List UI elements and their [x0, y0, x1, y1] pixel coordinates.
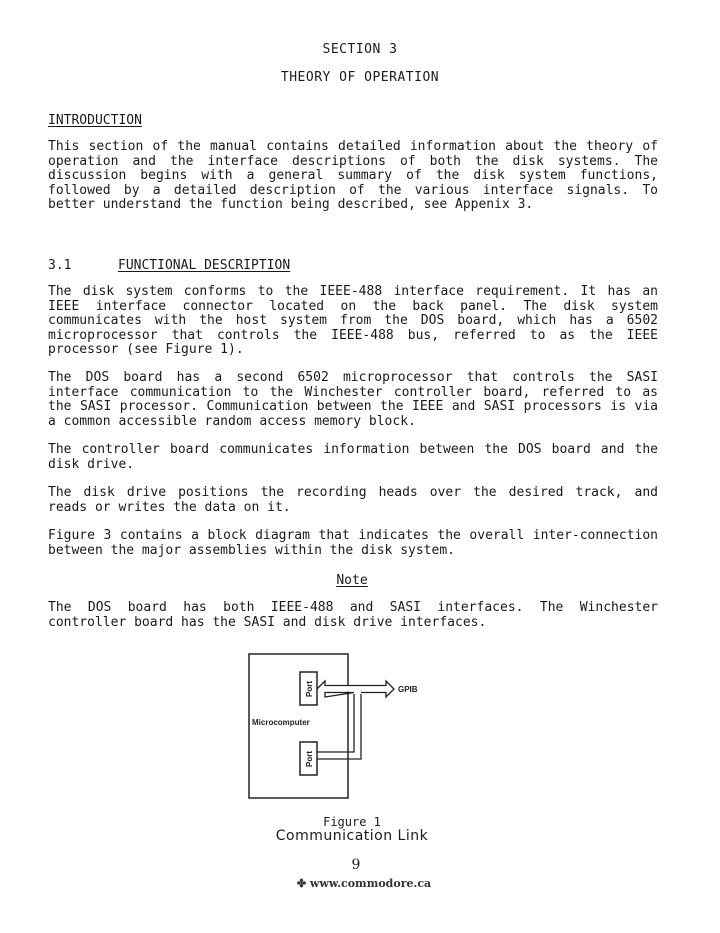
footer-url: www.commodore.ca — [309, 877, 432, 890]
functional-description-heading: FUNCTIONAL DESCRIPTION — [118, 258, 291, 273]
figure-caption: Communication Link — [275, 828, 429, 844]
watermark-footer — [4, 877, 720, 890]
maple-leaf-icon: ✤ — [296, 877, 307, 890]
microcomputer-label: Microcomputer — [252, 718, 310, 727]
section-number: SECTION 3 — [322, 42, 398, 57]
figure-number: Figure 1 — [323, 815, 381, 829]
functional-paragraph-1: The disk system conforms to the IEEE-488 interface requirement. It has an IEEE interface connector located on the back panel. The disk system communicates with the host system from the DOS board, which has a 6502 microprocessor that controls the IEEE-488 bus, referred to as the IEEE processor (see Figure 1). — [48, 284, 658, 358]
port-top-label: Port — [305, 681, 314, 697]
functional-paragraph-5: Figure 3 contains a block diagram that indicates the overall inter-connection between the major assemblies within the disk system. — [48, 528, 658, 558]
functional-paragraph-2: The DOS board has a second 6502 microprocessor that controls the SASI interface communication to the Winchester controller board, referred to as the SASI processor. Communication between the IEEE and SASI processors is via a common accessible random access memory block. — [48, 370, 658, 429]
note-text: The DOS board has both IEEE-488 and SASI interfaces. The Winchester controller board has the SASI and disk drive interfaces. — [48, 600, 658, 630]
gpib-arrow — [317, 681, 394, 697]
page-number: 9 — [351, 857, 361, 873]
port-bottom-label: Port — [305, 751, 314, 767]
section-3-1-number: 3.1 — [48, 258, 72, 273]
figure-1-diagram — [248, 652, 438, 806]
functional-paragraph-3: The controller board communicates information between the DOS board and the disk drive. — [48, 442, 658, 472]
page-title: THEORY OF OPERATION — [280, 70, 440, 85]
functional-paragraph-4: The disk drive positions the recording heads over the desired track, and reads or writes the data on it. — [48, 485, 658, 515]
gpib-label: GPIB — [398, 685, 418, 694]
introduction-paragraph: This section of the manual contains detailed information about the theory of operation and the interface descriptions of both the disk systems. The discussion begins with a general summary of the disk system functions, followed by a detailed description of the various interface signals. To better understand the function being described, see Appenix 3. — [48, 139, 658, 213]
introduction-heading: INTRODUCTION — [48, 113, 142, 128]
note-heading: Note — [336, 573, 368, 588]
